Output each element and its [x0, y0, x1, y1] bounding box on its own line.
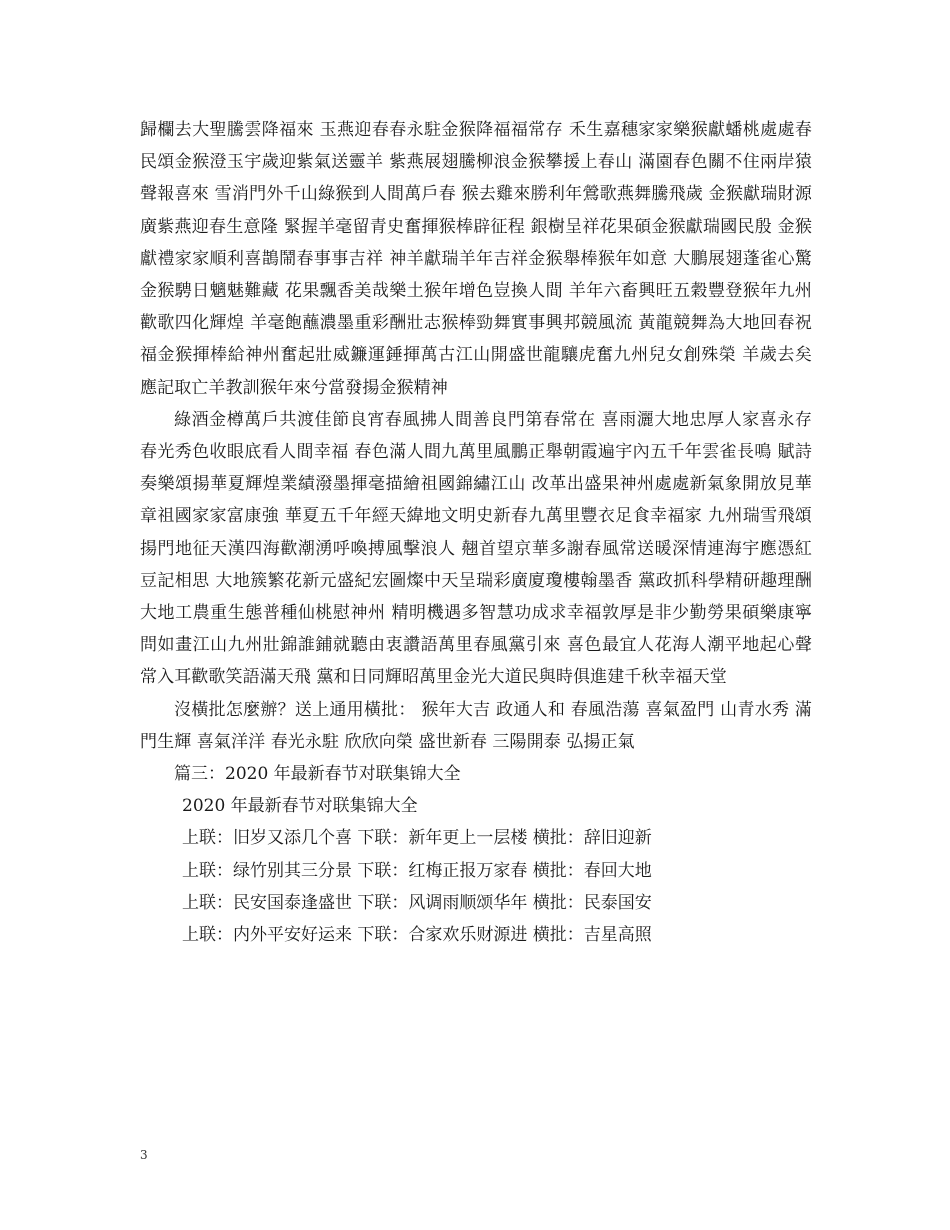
couplet-line: 上联：民安国泰逢盛世 下联：风调雨顺颂华年 横批：民泰国安 — [182, 892, 652, 913]
paragraph-horizontal-scrolls: 沒橫批怎麼辦？送上通用橫批： 猴年大吉 政通人和 春風浩蕩 喜氣盈門 山青水秀 滿門生輝 喜氣洋洋 春光永駐 欣欣向榮 盛世新春 三陽開泰 弘揚正氣 — [140, 699, 812, 752]
couplet-line: 上联：绿竹别其三分景 下联：红梅正报万家春 横批：春回大地 — [182, 860, 652, 881]
page-number: 3 — [140, 1148, 148, 1162]
paragraph-monkey-couplets: 歸欄去大聖騰雲降福來 玉燕迎春春永駐金猴降福福常存 禾生嘉穗家家樂猴獻蟠桃處處春 民頌金猴澄玉宇歲迎紫氣送靈羊 紫燕展翅騰柳浪金猴攀援上春山 滿園春色關不住兩岸猿聲報喜來 雪消門外千山綠猴到人間萬戶春 猴去雞來勝利年鶯歌燕舞騰飛歲 金猴獻瑞財源廣紫燕迎春生意隆 緊握羊毫留青史奮揮猴棒辟征程 銀樹呈祥花果碩金猴獻瑞國民殷 金猴獻禮家家順利喜鵲鬧春事事吉祥 神羊獻瑞羊年吉祥金猴舉棒猴年如意 大鵬展翅蓬雀心驚金猴騁日魑魅難藏 花果飄香美哉樂土猴年增色豈換人間 羊年六畜興旺五穀豐登猴年九州歡歌四化輝煌 羊毫飽蘸濃墨重彩酬壯志猴棒勁舞實事興邦競風流 黃龍競舞為大地回春祝福金猴揮棒給神州奮起壯威鐮運錘揮萬古江山開盛世龍驤虎奮九州兒女創殊榮 羊歲去矣應記取亡羊教訓猴年來兮當發揚金猴精神 — [140, 120, 812, 398]
document-body — [140, 114, 812, 951]
couplet-line: 上联：内外平安好运来 下联：合家欢乐财源进 横批：吉星高照 — [182, 925, 652, 946]
sub-heading: 2020 年最新春节对联集锦大全 — [182, 796, 418, 817]
couplet-line: 上联：旧岁又添几个喜 下联：新年更上一层楼 横批：辞旧迎新 — [182, 828, 652, 849]
section-heading: 篇三：2020 年最新春节对联集锦大全 — [174, 764, 461, 785]
paragraph-long-couplets: 綠酒金樽萬戶共渡佳節良宵春風拂人間善良門第春常在 喜雨灑大地忠厚人家喜永存春光秀色收眼底看人間幸福 春色滿人間九萬里風鵬正舉朝霞遍宇內五千年雲雀長鳴 賦詩奏樂頌揚華夏輝煌業績潑墨揮毫描繪祖國錦繡江山 改革出盛果神州處處新氣象開放見華章祖國家家富康強 華夏五千年經天緯地文明史新春九萬里豐衣足食幸福家 九州瑞雪飛頌揚門地征天漢四海歡潮湧呼喚搏風擊浪人 翹首望京華多謝春風常送暖深情連海宇應憑紅豆記相思 大地簇繁花新元盛紀宏圖燦中天呈瑞彩廣廈瓊樓翰墨香 黨政抓科學精研趣理酬大地工農重生態普種仙桃慰神州 精明機遇多智慧功成求幸福敦厚是非少勤勞果碩樂康寧 問如畫江山九州壯錦誰鋪就聽由衷讚語萬里春風黨引來 喜色最宜人花海人潮平地起心聲常入耳歡歌笑語滿天飛 黨和日同輝昭萬里金光大道民與時俱進建千秋幸福天堂 — [140, 409, 812, 688]
